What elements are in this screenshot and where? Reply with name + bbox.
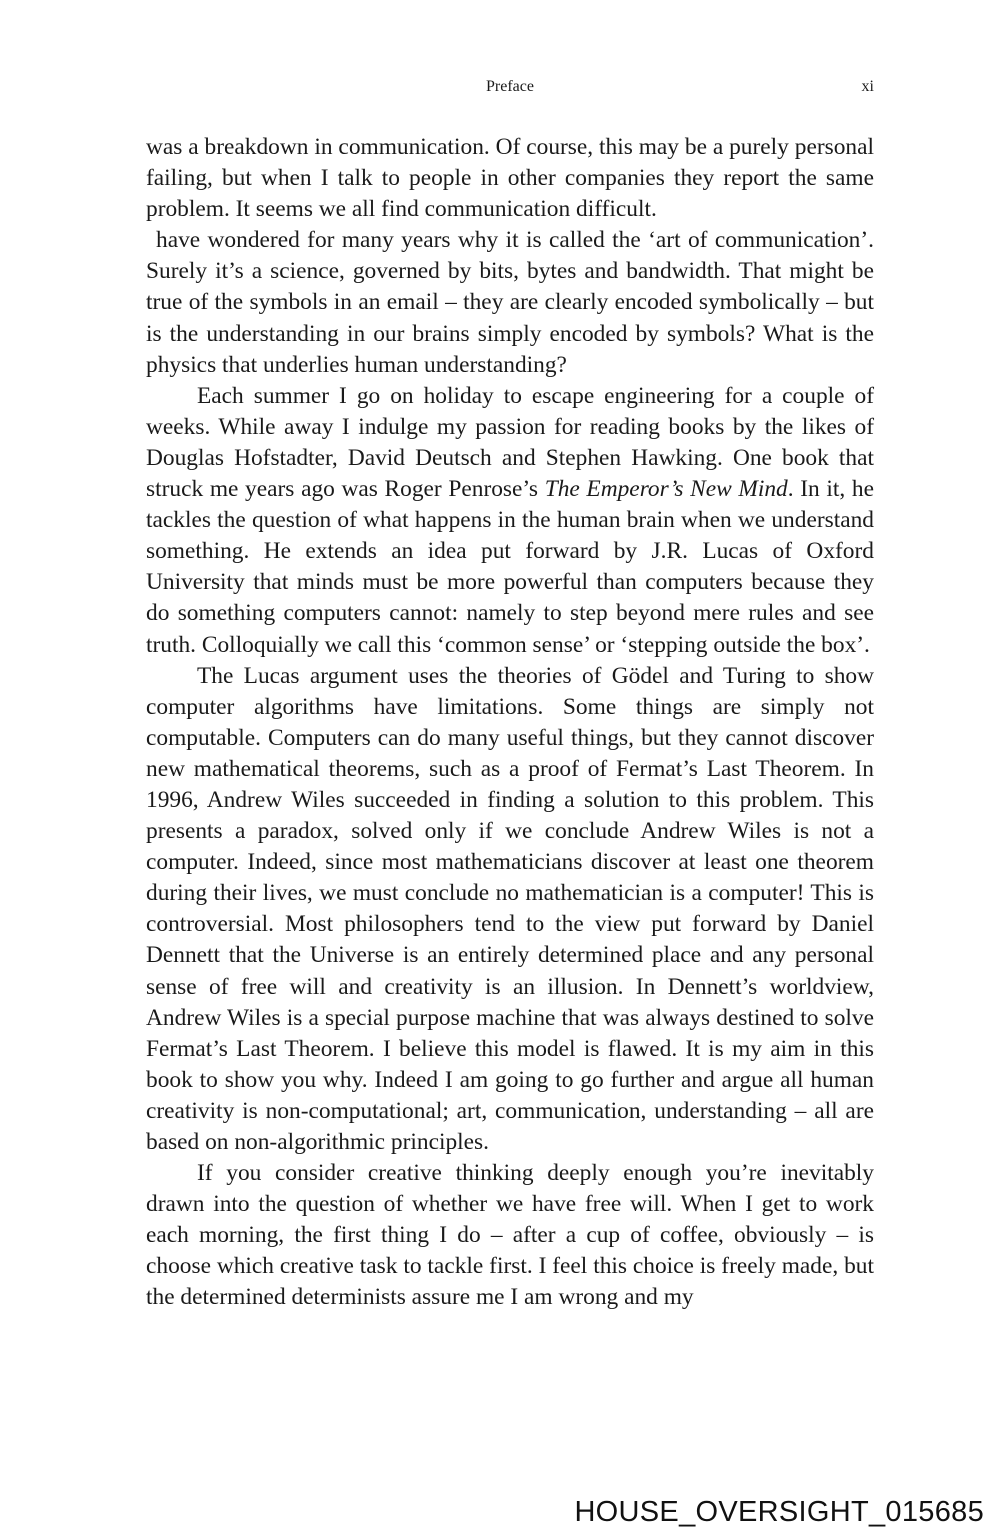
- paragraph-5: If you consider creative thinking deeply enough you’re inevitably drawn into the question of whether we have free will. When I get to work each morning, the first thing I do – after a cup of coffee, obviously – is choose which creative task to tackle first. I feel this choice is freely made, but the determined determinists assure me I am wrong and my: [146, 1160, 874, 1311]
- paragraph-1: was a breakdown in communication. Of course, this may be a purely personal failing, but when I talk to people in other companies they report the same problem. It seems we all find communication difficult.: [146, 134, 874, 223]
- page-number: xi: [861, 78, 874, 95]
- paragraph-4: The Lucas argument uses the theories of Gödel and Turing to show computer algorithms have limitations. Some things are simply not computable. Computers can do many useful things, but they cannot discover new mathematical theorems, such as a proof of Fermat’s Last Theorem. In 1996, Andrew Wiles succeeded in finding a solution to this problem. This presents a paradox, solved only if we conclude Andrew Wiles is not a computer. Indeed, since most mathematicians discover at least one theorem during their lives, we must conclude no mathematician is a computer! This is controversial. Most philosophers tend to the view put forward by Daniel Dennett that the Universe is an entirely determined place and any personal sense of free will and creativity is an illusion. In Dennett’s worldview, Andrew Wiles is a special purpose machine that was always destined to solve Fermat’s Last Theorem. I believe this model is flawed. It is my aim in this book to show you why. Indeed I am going to go further and argue all human creativity is non-computational; art, communication, understanding – all are based on non-algorithmic principles.: [146, 662, 874, 1155]
- running-header: [146, 78, 874, 102]
- running-title: Preface: [486, 78, 534, 95]
- paragraph-3-text-b: . In it, he tackles the question of what happens in the human brain when we understand something. He extends an idea put forward by J.R. Lucas of Oxford University that minds must be more powerful than computers because they do something computers cannot: namely to step beyond mere rules and see truth. Colloquially we call this ‘common sense’ or ‘stepping outside the box’.: [146, 476, 874, 658]
- bates-stamp: HOUSE_OVERSIGHT_015685: [574, 1496, 984, 1528]
- paragraph-3-text-a: Each summer I go on holiday to escape engineering for a couple of weeks. While away I indulge my passion for reading books by the likes of Douglas Hofstadter, David Deutsch and Stephen Hawking. One book that struck me years ago was Roger Penrose’s: [146, 382, 874, 503]
- paragraph-2: have wondered for many years why it is called the ‘art of communication’. Surely it’s a science, governed by bits, bytes and bandwidth. That might be true of the symbols in an email – they are clearly encoded symbolically – but is the understanding in our brains simply encoded by symbols? What is the physics that underlies human understanding?: [146, 227, 874, 378]
- body-text: [146, 132, 874, 1314]
- book-title-italic: The Emperor’s New Mind: [544, 476, 788, 503]
- paragraph-3: [146, 381, 874, 661]
